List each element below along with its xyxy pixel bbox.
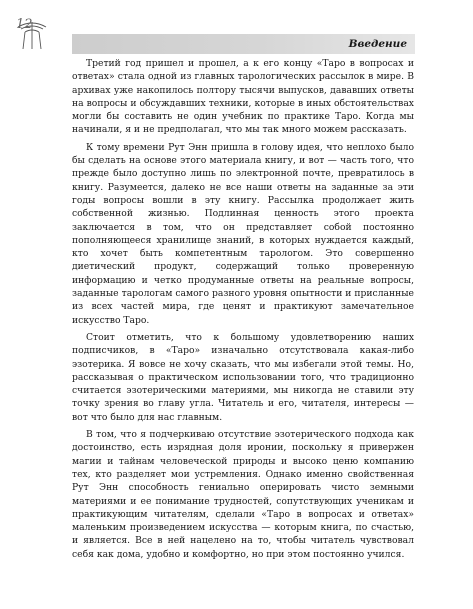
page-number: 12 xyxy=(16,17,33,32)
page-number-ornament xyxy=(16,18,48,50)
body-text xyxy=(72,57,414,565)
paragraph: В том, что я подчеркиваю отсутствие эзотерического подхода как достоинство, есть изрядная доля иронии, поскольку я привержен магии и тайнам человеческой природы и высоко ценю компанию тех, кто разделяет мои устремления. Однако именно свойственная Рут Энн способность гениально оперировать чисто земными материями и ее понимание трудностей, сопутствующих ученикам и практикующим читателям, сделали «Таро в вопросах и ответах» маленьким произведением искусства — которым книга, по счастью, и является. Все в ней нацелено на то, чтобы читатель чувствовал себя как дома, удобно и комфортно, но при этом постоянно учился. xyxy=(72,429,414,560)
paragraph: Третий год пришел и прошел, а к его концу «Таро в вопросах и ответах» стала одной из главных тарологических рассылок в мире. В архивах уже накопилось полтору тысячи выпусков, дававших ответы на вопросы и обсуждавших техники, которые в иных обстоятельствах могли бы составить не один учебник по практике Таро. Когда мы начинали, я и не предполагал, что мы так много можем рассказать. xyxy=(72,58,414,136)
running-header xyxy=(72,34,415,54)
paragraph: Стоит отметить, что к большому удовлетворению наших подписчиков, в «Таро» изначально отсутствовала какая-либо эзотерика. Я вовсе не хочу сказать, что мы избегали этой темы. Но, рассказывая о практическом использовании того, что традиционно считается эзотерическими материями, мы никогда не ставили эту точку зрения во главу угла. Читатель и его, читателя, интересы — вот что было для нас главным. xyxy=(72,331,414,423)
running-header-title: Введение xyxy=(348,38,407,50)
paragraph: К тому времени Рут Энн пришла в голову идея, что неплохо было бы сделать на основе этого материала книгу, и вот — часть того, что прежде было доступно лишь по электронной почте, превратилось в книгу. Разумеется, далеко не все наши ответы на заданные за эти годы вопросы вошли в эту книгу. Рассылка продолжает жить собственной жизнью. Подлинная ценность этого проекта заключается в том, что он представляет собой постоянно пополняющееся хранилище знаний, в которых нуждается каждый, кто хочет быть компетентным тарологом. Это совершенно диетический продукт, содержащий только проверенную информацию и четко продуманные ответы на реальные вопросы, заданные тарологам самого разного уровня опытности и присланные из всех частей мира, где ценят и практикуют замечательное искусство Таро. xyxy=(72,141,414,326)
